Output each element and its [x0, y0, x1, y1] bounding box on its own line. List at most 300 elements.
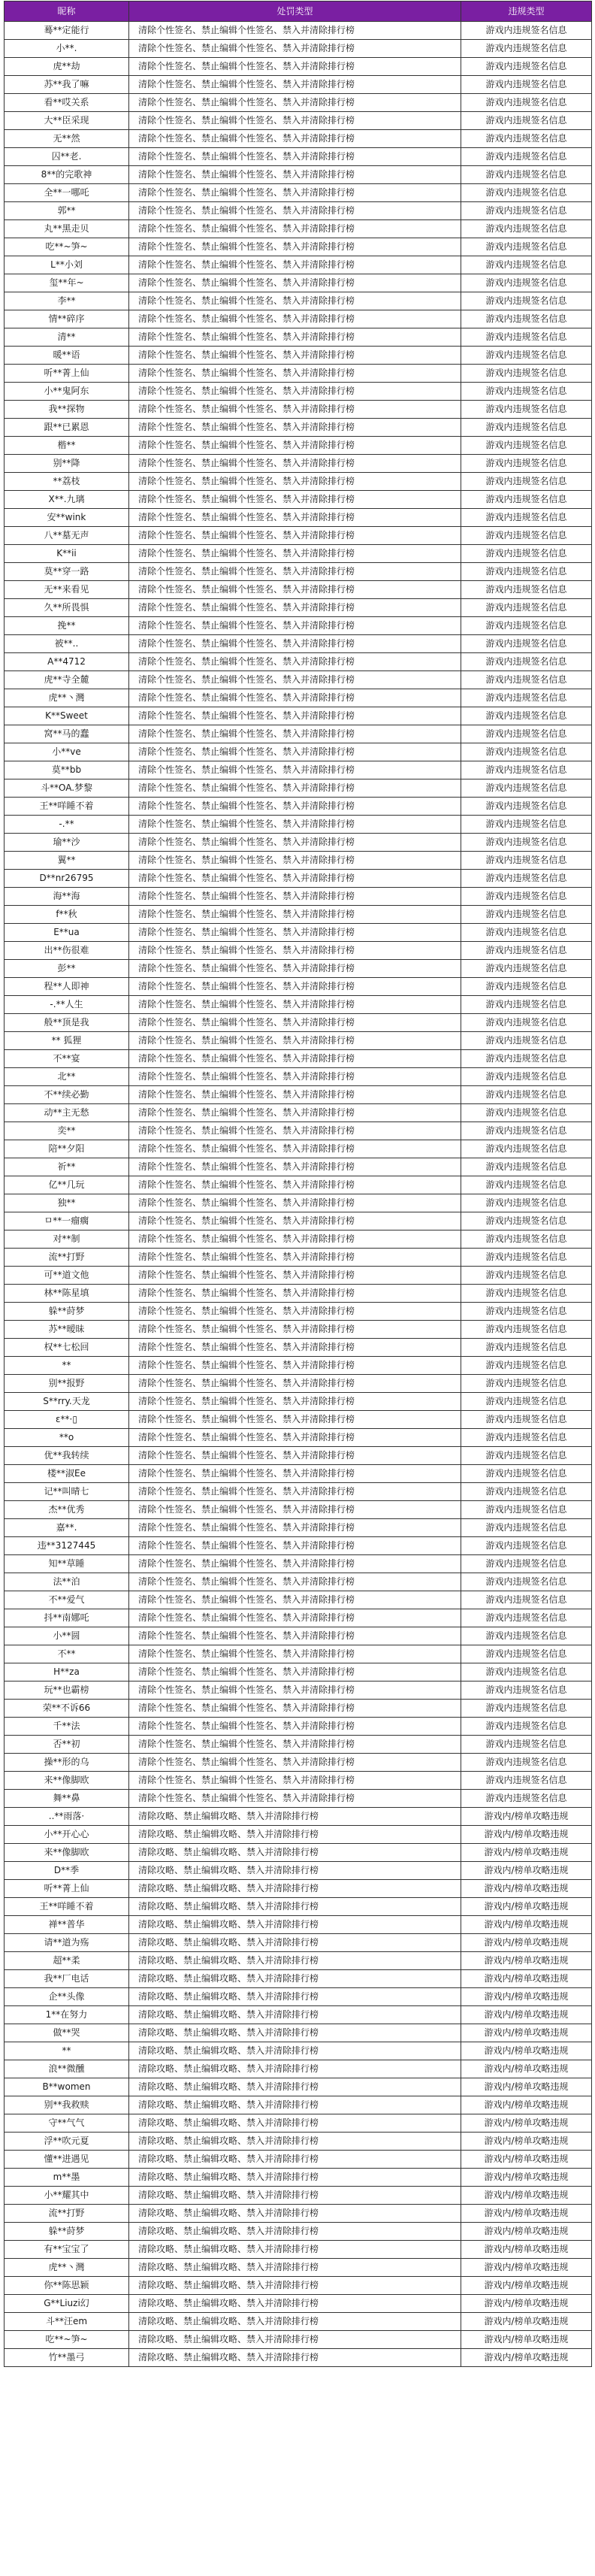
name-cell: 独** — [5, 1194, 129, 1212]
violation-cell: 游戏内违规签名信息 — [461, 365, 592, 383]
violation-cell: 游戏内/榜单攻略违规 — [461, 2133, 592, 2151]
penalty-cell: 清除个性签名、禁止编辑个性签名、禁入并清除排行榜 — [129, 996, 461, 1014]
penalty-cell: 清除攻略、禁止编辑攻略、禁入并清除排行榜 — [129, 1934, 461, 1952]
violation-cell: 游戏内违规签名信息 — [461, 996, 592, 1014]
violation-cell: 游戏内/榜单攻略违规 — [461, 2331, 592, 2349]
name-cell: 苏**暧昧 — [5, 1321, 129, 1339]
penalty-cell: 清除个性签名、禁止编辑个性签名、禁入并清除排行榜 — [129, 581, 461, 599]
penalty-cell: 清除个性签名、禁止编辑个性签名、禁入并清除排行榜 — [129, 1194, 461, 1212]
violation-cell: 游戏内违规签名信息 — [461, 960, 592, 978]
penalty-cell: 清除个性签名、禁止编辑个性签名、禁入并清除排行榜 — [129, 1537, 461, 1555]
penalty-cell: 清除个性签名、禁止编辑个性签名、禁入并清除排行榜 — [129, 1086, 461, 1104]
penalty-cell: 清除攻略、禁止编辑攻略、禁入并清除排行榜 — [129, 2078, 461, 2096]
name-cell: 楼**淑Ee — [5, 1465, 129, 1483]
name-cell: 王**咩睡不着 — [5, 798, 129, 816]
penalty-cell: 清除个性签名、禁止编辑个性签名、禁入并清除排行榜 — [129, 1339, 461, 1357]
name-cell: 林**陈星填 — [5, 1285, 129, 1303]
name-cell: 嘉**. — [5, 1519, 129, 1537]
table-row — [5, 2169, 592, 2187]
violation-cell: 游戏内违规签名信息 — [461, 112, 592, 130]
table-row — [5, 2114, 592, 2133]
table-row — [5, 455, 592, 473]
name-cell: 8**的完歌神 — [5, 166, 129, 184]
violation-cell: 游戏内违规签名信息 — [461, 184, 592, 202]
table-row — [5, 2060, 592, 2078]
penalty-cell: 清除个性签名、禁止编辑个性签名、禁入并清除排行榜 — [129, 292, 461, 310]
name-cell: 玩**也霸榜 — [5, 1682, 129, 1700]
name-cell: ..**雨落· — [5, 1808, 129, 1826]
table-row — [5, 978, 592, 996]
table-row — [5, 599, 592, 617]
table-row — [5, 1104, 592, 1122]
violation-cell: 游戏内违规签名信息 — [461, 1682, 592, 1700]
penalty-cell: 清除个性签名、禁止编辑个性签名、禁入并清除排行榜 — [129, 743, 461, 761]
name-cell: D**nr26795 — [5, 870, 129, 888]
table-row — [5, 1862, 592, 1880]
penalty-cell: 清除个性签名、禁止编辑个性签名、禁入并清除排行榜 — [129, 130, 461, 148]
name-cell: 守**气气 — [5, 2114, 129, 2133]
table-row — [5, 1194, 592, 1212]
penalty-cell: 清除个性签名、禁止编辑个性签名、禁入并清除排行榜 — [129, 653, 461, 671]
violation-cell: 游戏内违规签名信息 — [461, 40, 592, 58]
name-cell: 流**打野 — [5, 2205, 129, 2223]
name-cell: 我**厂电话 — [5, 1970, 129, 1988]
penalty-cell: 清除攻略、禁止编辑攻略、禁入并清除排行榜 — [129, 2349, 461, 2367]
table-row — [5, 2133, 592, 2151]
name-cell: 窝**马的蠢 — [5, 725, 129, 743]
penalty-cell: 清除个性签名、禁止编辑个性签名、禁入并清除排行榜 — [129, 1140, 461, 1158]
violation-cell: 游戏内违规签名信息 — [461, 202, 592, 220]
penalty-cell: 清除攻略、禁止编辑攻略、禁入并清除排行榜 — [129, 1970, 461, 1988]
violation-cell: 游戏内违规签名信息 — [461, 1447, 592, 1465]
penalty-cell: 清除个性签名、禁止编辑个性签名、禁入并清除排行榜 — [129, 1772, 461, 1790]
violation-cell: 游戏内违规签名信息 — [461, 1591, 592, 1609]
violation-cell: 游戏内违规签名信息 — [461, 1230, 592, 1249]
penalty-cell: 清除个性签名、禁止编辑个性签名、禁入并清除排行榜 — [129, 816, 461, 834]
table-row — [5, 58, 592, 76]
violation-cell: 游戏内违规签名信息 — [461, 401, 592, 419]
table-row — [5, 1916, 592, 1934]
penalty-cell: 清除个性签名、禁止编辑个性签名、禁入并清除排行榜 — [129, 437, 461, 455]
penalty-cell: 清除攻略、禁止编辑攻略、禁入并清除排行榜 — [129, 2006, 461, 2024]
violation-cell: 游戏内违规签名信息 — [461, 1321, 592, 1339]
violation-cell: 游戏内违规签名信息 — [461, 1754, 592, 1772]
penalty-cell: 清除个性签名、禁止编辑个性签名、禁入并清除排行榜 — [129, 527, 461, 545]
table-row — [5, 184, 592, 202]
table-row — [5, 2223, 592, 2241]
penalty-cell: 清除个性签名、禁止编辑个性签名、禁入并清除排行榜 — [129, 365, 461, 383]
name-cell: X**.九璃 — [5, 491, 129, 509]
violation-cell: 游戏内违规签名信息 — [461, 1429, 592, 1447]
violation-cell: 游戏内/榜单攻略违规 — [461, 2169, 592, 2187]
penalty-cell: 清除攻略、禁止编辑攻略、禁入并清除排行榜 — [129, 2295, 461, 2313]
name-cell: ** — [5, 2042, 129, 2060]
violation-cell: 游戏内违规签名信息 — [461, 455, 592, 473]
name-cell: 楷** — [5, 437, 129, 455]
penalty-cell: 清除个性签名、禁止编辑个性签名、禁入并清除排行榜 — [129, 1790, 461, 1808]
name-cell: 来**像脚欧 — [5, 1772, 129, 1790]
penalty-cell: 清除个性签名、禁止编辑个性签名、禁入并清除排行榜 — [129, 671, 461, 689]
violation-cell: 游戏内违规签名信息 — [461, 725, 592, 743]
penalty-cell: 清除个性签名、禁止编辑个性签名、禁入并清除排行榜 — [129, 1122, 461, 1140]
table-row — [5, 1285, 592, 1303]
name-cell: 不**爱气 — [5, 1591, 129, 1609]
name-cell: 来**像脚欧 — [5, 1844, 129, 1862]
name-cell: S**rry.天龙 — [5, 1393, 129, 1411]
violation-cell: 游戏内违规签名信息 — [461, 130, 592, 148]
penalty-cell: 清除个性签名、禁止编辑个性签名、禁入并清除排行榜 — [129, 1267, 461, 1285]
violation-cell: 游戏内违规签名信息 — [461, 779, 592, 798]
penalty-cell: 清除个性签名、禁止编辑个性签名、禁入并清除排行榜 — [129, 1483, 461, 1501]
table-row — [5, 22, 592, 40]
name-cell: 听**菁上仙 — [5, 365, 129, 383]
violation-cell: 游戏内违规签名信息 — [461, 1339, 592, 1357]
violation-cell: 游戏内违规签名信息 — [461, 689, 592, 707]
penalty-cell: 清除攻略、禁止编辑攻略、禁入并清除排行榜 — [129, 1844, 461, 1862]
violation-cell: 游戏内/榜单攻略违规 — [461, 2259, 592, 2277]
penalty-cell: 清除个性签名、禁止编辑个性签名、禁入并清除排行榜 — [129, 1303, 461, 1321]
table-row — [5, 419, 592, 437]
name-cell: 动**主无愁 — [5, 1104, 129, 1122]
penalty-cell: 清除攻略、禁止编辑攻略、禁入并清除排行榜 — [129, 1862, 461, 1880]
name-cell: 违**3127445 — [5, 1537, 129, 1555]
name-cell: 情**碎序 — [5, 310, 129, 328]
violation-cell: 游戏内违规签名信息 — [461, 563, 592, 581]
table-row — [5, 1952, 592, 1970]
violation-cell: 游戏内/榜单攻略违规 — [461, 2295, 592, 2313]
penalty-cell: 清除攻略、禁止编辑攻略、禁入并清除排行榜 — [129, 2169, 461, 2187]
name-cell: 瑜**沙 — [5, 834, 129, 852]
table-row — [5, 1754, 592, 1772]
name-cell: 荣**不诉66 — [5, 1700, 129, 1718]
penalty-cell: 清除个性签名、禁止编辑个性签名、禁入并清除排行榜 — [129, 978, 461, 996]
violation-cell: 游戏内/榜单攻略违规 — [461, 1916, 592, 1934]
table-row — [5, 148, 592, 166]
violation-cell: 游戏内违规签名信息 — [461, 924, 592, 942]
name-cell: 囚**老. — [5, 148, 129, 166]
table-row — [5, 1663, 592, 1682]
name-cell: 玺**年~ — [5, 274, 129, 292]
penalty-cell: 清除个性签名、禁止编辑个性签名、禁入并清除排行榜 — [129, 924, 461, 942]
penalty-cell: 清除个性签名、禁止编辑个性签名、禁入并清除排行榜 — [129, 689, 461, 707]
penalty-cell: 清除个性签名、禁止编辑个性签名、禁入并清除排行榜 — [129, 798, 461, 816]
name-cell: 无**来看见 — [5, 581, 129, 599]
name-cell: 翼** — [5, 852, 129, 870]
table-row — [5, 509, 592, 527]
name-cell: 蓦**定能行 — [5, 22, 129, 40]
name-cell: 小**圆 — [5, 1627, 129, 1645]
table-row — [5, 1736, 592, 1754]
name-cell: 操**形的乌 — [5, 1754, 129, 1772]
violation-cell: 游戏内违规签名信息 — [461, 347, 592, 365]
table-row — [5, 2096, 592, 2114]
penalty-cell: 清除个性签名、禁止编辑个性签名、禁入并清除排行榜 — [129, 238, 461, 256]
violation-cell: 游戏内违规签名信息 — [461, 1573, 592, 1591]
table-row — [5, 238, 592, 256]
table-row — [5, 2205, 592, 2223]
name-cell: K**ii — [5, 545, 129, 563]
name-cell: -.** — [5, 816, 129, 834]
name-cell: 可**道文他 — [5, 1267, 129, 1285]
name-cell: 你**陈思颖 — [5, 2277, 129, 2295]
name-cell: 祈** — [5, 1158, 129, 1176]
penalty-cell: 清除攻略、禁止编辑攻略、禁入并清除排行榜 — [129, 2331, 461, 2349]
name-cell: 大**臣采现 — [5, 112, 129, 130]
penalty-cell: 清除个性签名、禁止编辑个性签名、禁入并清除排行榜 — [129, 1700, 461, 1718]
name-cell: -.**人生 — [5, 996, 129, 1014]
penalty-cell: 清除个性签名、禁止编辑个性签名、禁入并清除排行榜 — [129, 834, 461, 852]
penalty-cell: 清除个性签名、禁止编辑个性签名、禁入并清除排行榜 — [129, 1249, 461, 1267]
violation-cell: 游戏内违规签名信息 — [461, 1176, 592, 1194]
table-row — [5, 671, 592, 689]
violation-cell: 游戏内违规签名信息 — [461, 1375, 592, 1393]
violation-cell: 游戏内违规签名信息 — [461, 1501, 592, 1519]
table-row — [5, 1249, 592, 1267]
table-row — [5, 2277, 592, 2295]
table-row — [5, 1158, 592, 1176]
table-header-row — [5, 2, 592, 22]
violation-cell: 游戏内违规签名信息 — [461, 653, 592, 671]
violation-cell: 游戏内违规签名信息 — [461, 1483, 592, 1501]
violation-cell: 游戏内违规签名信息 — [461, 58, 592, 76]
table-row — [5, 960, 592, 978]
table-row — [5, 870, 592, 888]
violation-cell: 游戏内/榜单攻略违规 — [461, 1934, 592, 1952]
table-row — [5, 1086, 592, 1104]
violation-cell: 游戏内/榜单攻略违规 — [461, 2205, 592, 2223]
table-row — [5, 437, 592, 455]
penalty-cell: 清除攻略、禁止编辑攻略、禁入并清除排行榜 — [129, 1826, 461, 1844]
table-row — [5, 1988, 592, 2006]
table-row — [5, 1267, 592, 1285]
table-row — [5, 761, 592, 779]
violation-cell: 游戏内违规签名信息 — [461, 1411, 592, 1429]
name-cell: 斗**OA.梦黎 — [5, 779, 129, 798]
violation-cell: 游戏内违规签名信息 — [461, 220, 592, 238]
name-cell: 我**探物 — [5, 401, 129, 419]
table-row — [5, 1934, 592, 1952]
name-cell: 王**咩睡不着 — [5, 1898, 129, 1916]
penalty-cell: 清除个性签名、禁止编辑个性签名、禁入并清除排行榜 — [129, 761, 461, 779]
violation-cell: 游戏内/榜单攻略违规 — [461, 2078, 592, 2096]
violation-cell: 游戏内违规签名信息 — [461, 527, 592, 545]
table-row — [5, 1303, 592, 1321]
name-cell: 别**我救赎 — [5, 2096, 129, 2114]
violation-cell: 游戏内/榜单攻略违规 — [461, 1970, 592, 1988]
table-row — [5, 2151, 592, 2169]
table-row — [5, 617, 592, 635]
table-row — [5, 725, 592, 743]
name-cell: 小**ve — [5, 743, 129, 761]
name-cell: 吃**~笋~ — [5, 238, 129, 256]
violation-cell: 游戏内违规签名信息 — [461, 94, 592, 112]
name-cell: 抖**南娜吒 — [5, 1609, 129, 1627]
table-row — [5, 1718, 592, 1736]
name-cell: 请**道为殇 — [5, 1934, 129, 1952]
violation-cell: 游戏内/榜单攻略违规 — [461, 1952, 592, 1970]
penalty-cell: 清除个性签名、禁止编辑个性签名、禁入并清除排行榜 — [129, 599, 461, 617]
penalty-cell: 清除个性签名、禁止编辑个性签名、禁入并清除排行榜 — [129, 960, 461, 978]
penalty-cell: 清除个性签名、禁止编辑个性签名、禁入并清除排行榜 — [129, 1429, 461, 1447]
name-cell: 小**开心心 — [5, 1826, 129, 1844]
penalty-cell: 清除个性签名、禁止编辑个性签名、禁入并清除排行榜 — [129, 310, 461, 328]
penalty-cell: 清除个性签名、禁止编辑个性签名、禁入并清除排行榜 — [129, 1285, 461, 1303]
violation-cell: 游戏内违规签名信息 — [461, 581, 592, 599]
violation-cell: 游戏内违规签名信息 — [461, 274, 592, 292]
penalty-cell: 清除个性签名、禁止编辑个性签名、禁入并清除排行榜 — [129, 888, 461, 906]
penalty-cell: 清除攻略、禁止编辑攻略、禁入并清除排行榜 — [129, 2060, 461, 2078]
penalty-cell: 清除攻略、禁止编辑攻略、禁入并清除排行榜 — [129, 2114, 461, 2133]
table-row — [5, 888, 592, 906]
name-cell: G**Liuzi幻 — [5, 2295, 129, 2313]
violation-cell: 游戏内违规签名信息 — [461, 1393, 592, 1411]
name-cell: 优**我转续 — [5, 1447, 129, 1465]
penalty-cell: 清除个性签名、禁止编辑个性签名、禁入并清除排行榜 — [129, 473, 461, 491]
penalty-cell: 清除个性签名、禁止编辑个性签名、禁入并清除排行榜 — [129, 455, 461, 473]
penalty-cell: 清除攻略、禁止编辑攻略、禁入并清除排行榜 — [129, 2205, 461, 2223]
table-row — [5, 2241, 592, 2259]
name-cell: 禅**普华 — [5, 1916, 129, 1934]
violation-cell: 游戏内违规签名信息 — [461, 1663, 592, 1682]
name-cell: 浮**吹元夏 — [5, 2133, 129, 2151]
name-cell: 丸**黑走贝 — [5, 220, 129, 238]
penalty-cell: 清除个性签名、禁止编辑个性签名、禁入并清除排行榜 — [129, 1573, 461, 1591]
penalty-cell: 清除攻略、禁止编辑攻略、禁入并清除排行榜 — [129, 2024, 461, 2042]
name-cell: 彭** — [5, 960, 129, 978]
name-cell: D**季 — [5, 1862, 129, 1880]
penalty-cell: 清除个性签名、禁止编辑个性签名、禁入并清除排行榜 — [129, 184, 461, 202]
penalty-cell: 清除个性签名、禁止编辑个性签名、禁入并清除排行榜 — [129, 22, 461, 40]
table-row — [5, 1970, 592, 1988]
table-row — [5, 1339, 592, 1357]
penalty-cell: 清除攻略、禁止编辑攻略、禁入并清除排行榜 — [129, 2313, 461, 2331]
penalty-cell: 清除个性签名、禁止编辑个性签名、禁入并清除排行榜 — [129, 725, 461, 743]
table-row — [5, 1826, 592, 1844]
table-row — [5, 1411, 592, 1429]
penalty-cell: 清除个性签名、禁止编辑个性签名、禁入并清除排行榜 — [129, 347, 461, 365]
name-cell: 久**所畏惧 — [5, 599, 129, 617]
penalty-cell: 清除个性签名、禁止编辑个性签名、禁入并清除排行榜 — [129, 617, 461, 635]
penalty-cell: 清除个性签名、禁止编辑个性签名、禁入并清除排行榜 — [129, 1032, 461, 1050]
violation-cell: 游戏内违规签名信息 — [461, 1736, 592, 1754]
penalty-cell: 清除个性签名、禁止编辑个性签名、禁入并清除排行榜 — [129, 1176, 461, 1194]
name-cell: 千**法 — [5, 1718, 129, 1736]
table-row — [5, 202, 592, 220]
violation-cell: 游戏内违规签名信息 — [461, 761, 592, 779]
table-row — [5, 942, 592, 960]
violation-cell: 游戏内/榜单攻略违规 — [461, 2241, 592, 2259]
table-row — [5, 527, 592, 545]
table-row — [5, 852, 592, 870]
penalty-cell: 清除个性签名、禁止编辑个性签名、禁入并清除排行榜 — [129, 1068, 461, 1086]
penalty-cell: 清除个性签名、禁止编辑个性签名、禁入并清除排行榜 — [129, 220, 461, 238]
violation-cell: 游戏内违规签名信息 — [461, 1465, 592, 1483]
violation-cell: 游戏内违规签名信息 — [461, 707, 592, 725]
name-cell: 做**哭 — [5, 2024, 129, 2042]
table-row — [5, 2259, 592, 2277]
name-cell: 莫**bb — [5, 761, 129, 779]
violation-cell: 游戏内违规签名信息 — [461, 292, 592, 310]
penalty-cell: 清除个性签名、禁止编辑个性签名、禁入并清除排行榜 — [129, 328, 461, 347]
penalty-cell: 清除个性签名、禁止编辑个性签名、禁入并清除排行榜 — [129, 40, 461, 58]
table-row — [5, 924, 592, 942]
table-row — [5, 1790, 592, 1808]
table-row — [5, 310, 592, 328]
table-row — [5, 816, 592, 834]
name-cell: 被**.. — [5, 635, 129, 653]
violation-cell: 游戏内违规签名信息 — [461, 1212, 592, 1230]
penalty-cell: 清除个性签名、禁止编辑个性签名、禁入并清除排行榜 — [129, 1627, 461, 1645]
table-row — [5, 834, 592, 852]
name-cell: 躲**莳梦 — [5, 1303, 129, 1321]
name-cell: 舞**鼻 — [5, 1790, 129, 1808]
name-cell: 看**哎关系 — [5, 94, 129, 112]
violation-cell: 游戏内违规签名信息 — [461, 1104, 592, 1122]
name-cell: 暖**语 — [5, 347, 129, 365]
name-cell: 懂**进遇见 — [5, 2151, 129, 2169]
name-cell: 不**宴 — [5, 1050, 129, 1068]
penalty-cell: 清除个性签名、禁止编辑个性签名、禁入并清除排行榜 — [129, 1645, 461, 1663]
violation-cell: 游戏内违规签名信息 — [461, 1357, 592, 1375]
name-cell: 安**wink — [5, 509, 129, 527]
table-row — [5, 906, 592, 924]
name-cell: ㅁ**一瘤瘸 — [5, 1212, 129, 1230]
table-row — [5, 545, 592, 563]
table-row — [5, 1573, 592, 1591]
table-row — [5, 1014, 592, 1032]
penalty-cell: 清除个性签名、禁止编辑个性签名、禁入并清除排行榜 — [129, 1411, 461, 1429]
header-violation: 违规类型 — [461, 2, 592, 22]
name-cell: 杰**优秀 — [5, 1501, 129, 1519]
table-row — [5, 798, 592, 816]
table-row — [5, 1465, 592, 1483]
violation-cell: 游戏内违规签名信息 — [461, 906, 592, 924]
violation-cell: 游戏内违规签名信息 — [461, 1050, 592, 1068]
violation-cell: 游戏内/榜单攻略违规 — [461, 2277, 592, 2295]
penalty-cell: 清除个性签名、禁止编辑个性签名、禁入并清除排行榜 — [129, 906, 461, 924]
name-cell: 不** — [5, 1645, 129, 1663]
penalty-cell: 清除个性签名、禁止编辑个性签名、禁入并清除排行榜 — [129, 1754, 461, 1772]
name-cell: 北** — [5, 1068, 129, 1086]
violation-cell: 游戏内违规签名信息 — [461, 978, 592, 996]
table-row — [5, 1050, 592, 1068]
name-cell: 小**耀其中 — [5, 2187, 129, 2205]
violation-cell: 游戏内/榜单攻略违规 — [461, 1862, 592, 1880]
name-cell: 虎**丶灣 — [5, 689, 129, 707]
name-cell: 无**然 — [5, 130, 129, 148]
penalty-cell: 清除个性签名、禁止编辑个性签名、禁入并清除排行榜 — [129, 707, 461, 725]
violation-cell: 游戏内违规签名信息 — [461, 1718, 592, 1736]
violation-cell: 游戏内违规签名信息 — [461, 1122, 592, 1140]
table-row — [5, 563, 592, 581]
violation-cell: 游戏内/榜单攻略违规 — [461, 1826, 592, 1844]
violation-cell: 游戏内违规签名信息 — [461, 545, 592, 563]
name-cell: 不**续必勤 — [5, 1086, 129, 1104]
name-cell: A**4712 — [5, 653, 129, 671]
table-row — [5, 2006, 592, 2024]
name-cell: 超**柔 — [5, 1952, 129, 1970]
table-row — [5, 653, 592, 671]
table-row — [5, 2331, 592, 2349]
violation-cell: 游戏内违规签名信息 — [461, 1285, 592, 1303]
table-row — [5, 581, 592, 599]
violation-cell: 游戏内违规签名信息 — [461, 1609, 592, 1627]
violation-cell: 游戏内/榜单攻略违规 — [461, 1808, 592, 1826]
penalty-cell: 清除个性签名、禁止编辑个性签名、禁入并清除排行榜 — [129, 1357, 461, 1375]
penalty-cell: 清除个性签名、禁止编辑个性签名、禁入并清除排行榜 — [129, 1609, 461, 1627]
table-row — [5, 1429, 592, 1447]
violation-cell: 游戏内/榜单攻略违规 — [461, 2024, 592, 2042]
